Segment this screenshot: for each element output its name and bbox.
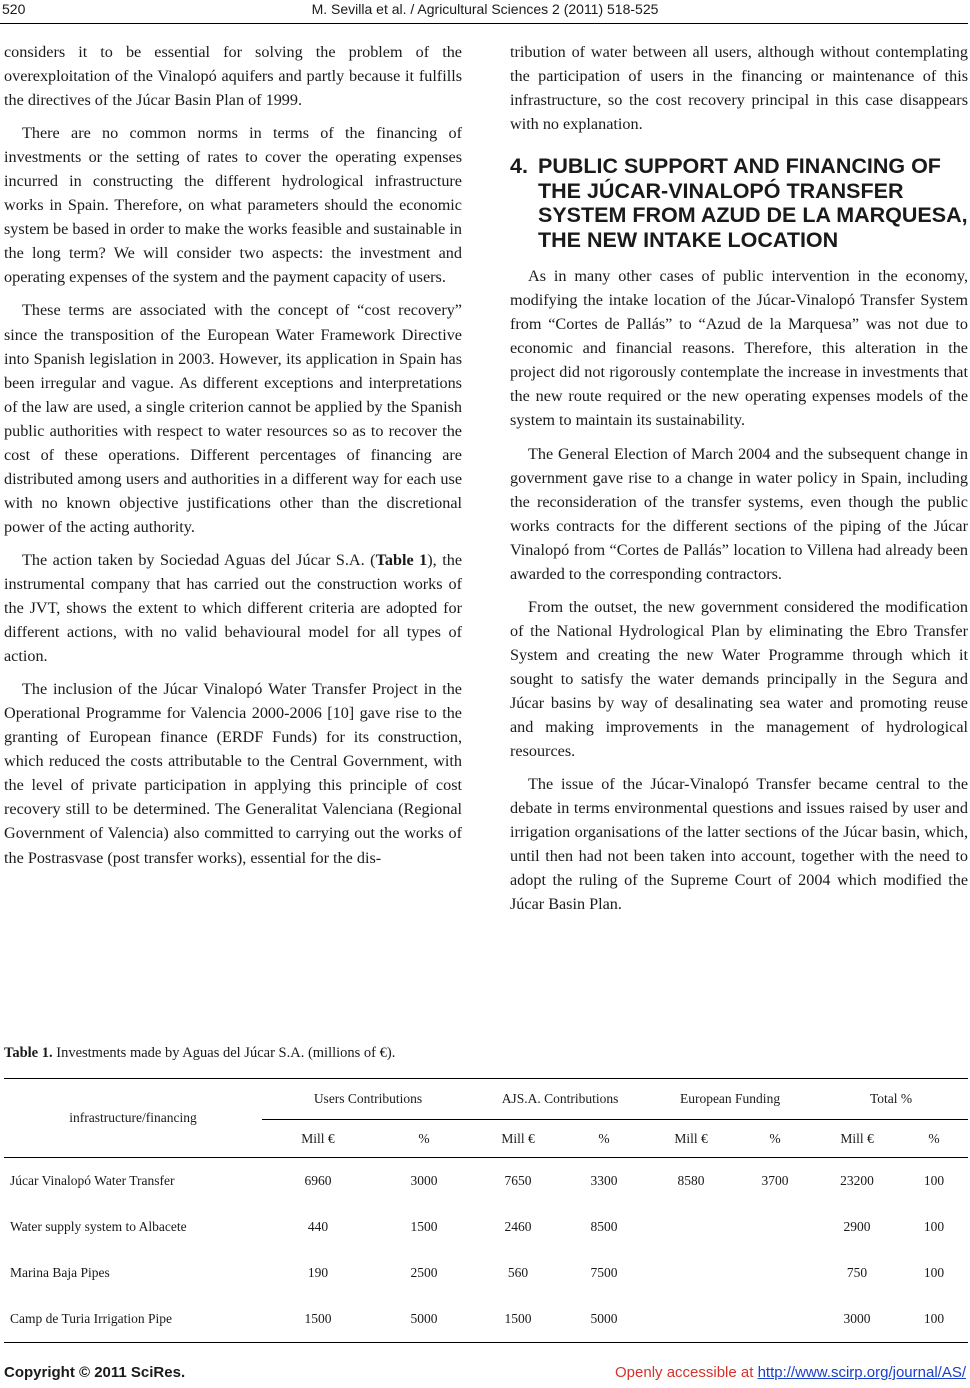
table-row [4,1158,968,1205]
table-cell: 7650 [504,1173,532,1188]
table-row [4,1204,968,1250]
table-cell: 23200 [840,1173,874,1188]
row-label: Júcar Vinalopó Water Transfer [10,1173,175,1188]
table-reference-link[interactable]: Table 1 [375,550,428,569]
table-cell: 100 [923,1219,945,1234]
group-header: AJS.A. Contributions [474,1079,646,1120]
table-cell: 1500 [262,1296,374,1343]
column-header: Mill € [474,1120,562,1158]
table-cell: 190 [307,1265,329,1280]
table-cell: 3700 [761,1173,789,1188]
journal-url-link[interactable]: http://www.scirp.org/journal/AS/ [757,1364,966,1381]
left-column [4,40,462,879]
table-cell: 2500 [410,1265,438,1280]
open-access-notice [615,1364,966,1381]
column-header: % [736,1120,814,1158]
paragraph: There are no common norms in terms of the financing of investments or the setting of rates to cover the operating expenses incurred in constructing the different hydrological infrastructure works in Spain. Therefore, on what parameters should the economic system be based in order to make the works feasible and sustainable in the long term? We will consider two aspects: the investment and operating expenses of the system and the payment capacity of users. [4,124,462,287]
copyright-notice: Copyright © 2011 SciRes. [4,1364,186,1381]
table-cell: 3000 [410,1173,438,1188]
right-column [510,40,968,925]
table-cell [736,1250,814,1296]
section-number: 4. [510,154,528,179]
table-cell: 750 [846,1265,868,1280]
group-header: Total % [814,1079,968,1120]
running-head: M. Sevilla et al. / Agricultural Sciences 2 (2011) 518-525 [311,1,659,17]
table-cell: 2460 [504,1219,532,1234]
table-cell: 8580 [677,1173,705,1188]
paragraph-text: ), the instrumental company that has carried out the construction works of the JVT, shows the extent to which different criteria are adopted for different actions, with no valid behavioural model for all types of action. [4,550,462,666]
table-cell [646,1250,736,1296]
table-cell: 7500 [590,1265,618,1280]
table-cell: 1500 [474,1296,562,1343]
table-cell: 1500 [410,1219,438,1234]
table-row [4,1250,968,1296]
table-cell: 440 [307,1219,329,1234]
row-label: Marina Baja Pipes [10,1265,110,1280]
paragraph: As in many other cases of public intervention in the economy, modifying the intake location of the Júcar-Vinalopó Transfer System from “Cortes de Pallás” to “Azud de la Marquesa” was not due to economic and financial reasons. Therefore, this alteration in the project did not rigorously contemplate the increase in investments that the new route required or the new operating expenses models of the system to maintain its sustainability. [510,267,968,430]
group-header: Users Contributions [262,1079,474,1120]
table-cell: 5000 [562,1296,646,1343]
paragraph: tribution of water between all users, although without contemplating the participation of users in the financing or maintenance of this infrastructure, so the cost recovery principal in this case disappears with no explanation. [510,43,968,134]
table-row [4,1296,968,1343]
table-cell: 6960 [304,1173,332,1188]
table-cell [736,1204,814,1250]
header-rule [0,23,968,24]
table-caption-label: Table 1. [4,1045,53,1061]
table-cell: 100 [923,1265,945,1280]
table-cell [736,1296,814,1343]
table-cell: 100 [923,1173,945,1188]
paragraph: From the outset, the new government considered the modification of the National Hydrological Plan by eliminating the Ebro Transfer System and creating the new Water Programme through which it sought to satisfy the water demands principally in the Segura and Júcar basins by way of desalinating sea water and promoting reuse and making improvements in the management of hydrological resources. [510,597,968,761]
table-cell [646,1204,736,1250]
table-cell: 100 [900,1296,968,1343]
investments-table [4,1078,968,1343]
paragraph-text: The action taken by Sociedad Aguas del Júcar S.A. ( [22,550,376,569]
table-cell: 3300 [590,1173,618,1188]
group-header: European Funding [646,1079,814,1120]
column-header: % [562,1120,646,1158]
column-header: % [374,1120,474,1158]
paragraph: The issue of the Júcar-Vinalopó Transfer became central to the debate in terms environmental questions and issues raised by user and irrigation organisations of the latter sections of the Júcar basin, which, until then had not been taken into account, together with the need to adopt the ruling of the Supreme Court of 2004 which modified the Júcar Basin Plan. [510,775,968,914]
paragraph: The General Election of March 2004 and the subsequent change in government gave rise to a change in water policy in Spain, including the reconsideration of the transfer systems, even though the public works contracts for the different sections of the piping of the Júcar Vinalopó from “Cortes de Pallás” location to Villena had already been awarded to the corresponding contractors. [510,444,968,583]
section-heading [510,154,968,252]
column-header: % [900,1120,968,1158]
table-cell: 3000 [814,1296,900,1343]
table-cell: 560 [507,1265,529,1280]
table-caption-text: Investments made by Aguas del Júcar S.A. (millions of €). [52,1045,396,1061]
page-header [0,0,970,22]
table-caption [4,1045,395,1062]
table-cell: 5000 [374,1296,474,1343]
table-cell: 8500 [590,1219,618,1234]
section-title: PUBLIC SUPPORT AND FINANCING OF THE JÚCAR-VINALOPÓ TRANSFER SYSTEM FROM AZUD DE LA MARQUESA, THE NEW INTAKE LOCATION [538,154,968,252]
column-header: Mill € [814,1120,900,1158]
row-label: Camp de Turia Irrigation Pipe [4,1296,262,1343]
row-label: Water supply system to Albacete [10,1219,187,1234]
column-header: Mill € [646,1120,736,1158]
paragraph [4,548,462,668]
table-cell [646,1296,736,1343]
table-cell: 2900 [843,1219,871,1234]
paragraph: These terms are associated with the concept of “cost recovery” since the transposition of the European Water Framework Directive into Spanish legislation in 2003. However, its application in Spain has been irregular and vague. As different exceptions and interpretations of the law are used, a single criterion cannot be applied by the Spanish public authorities with respect to water resources so as to recover the cost of these operations. Different percentages of financing are distributed among users and authorities in a different way for each use with no known objective justifications other than the discretional power of the acting authority. [4,301,462,536]
page-number: 520 [2,1,26,17]
open-access-text: Openly accessible at [615,1364,758,1381]
paragraph: The inclusion of the Júcar Vinalopó Water Transfer Project in the Operational Programme for Valencia 2000-2006 [10] gave rise to the granting of European finance (ERDF Funds) for its construction, which reduced the costs attributable to the Central Government, with the level of private participation in applying this principle of cost recovery still to be determined. The Generalitat Valenciana (Regional Government of Valencia) also committed to carrying out the works of the Postrasvase (post transfer works), essential for the dis- [4,680,462,867]
paragraph: considers it to be essential for solving the problem of the overexploitation of the Vinalopó aquifers and partly because it fulfills the directives of the Júcar Basin Plan of 1999. [4,43,462,110]
table-row-header: infrastructure/financing [4,1079,262,1158]
column-header: Mill € [262,1120,374,1158]
